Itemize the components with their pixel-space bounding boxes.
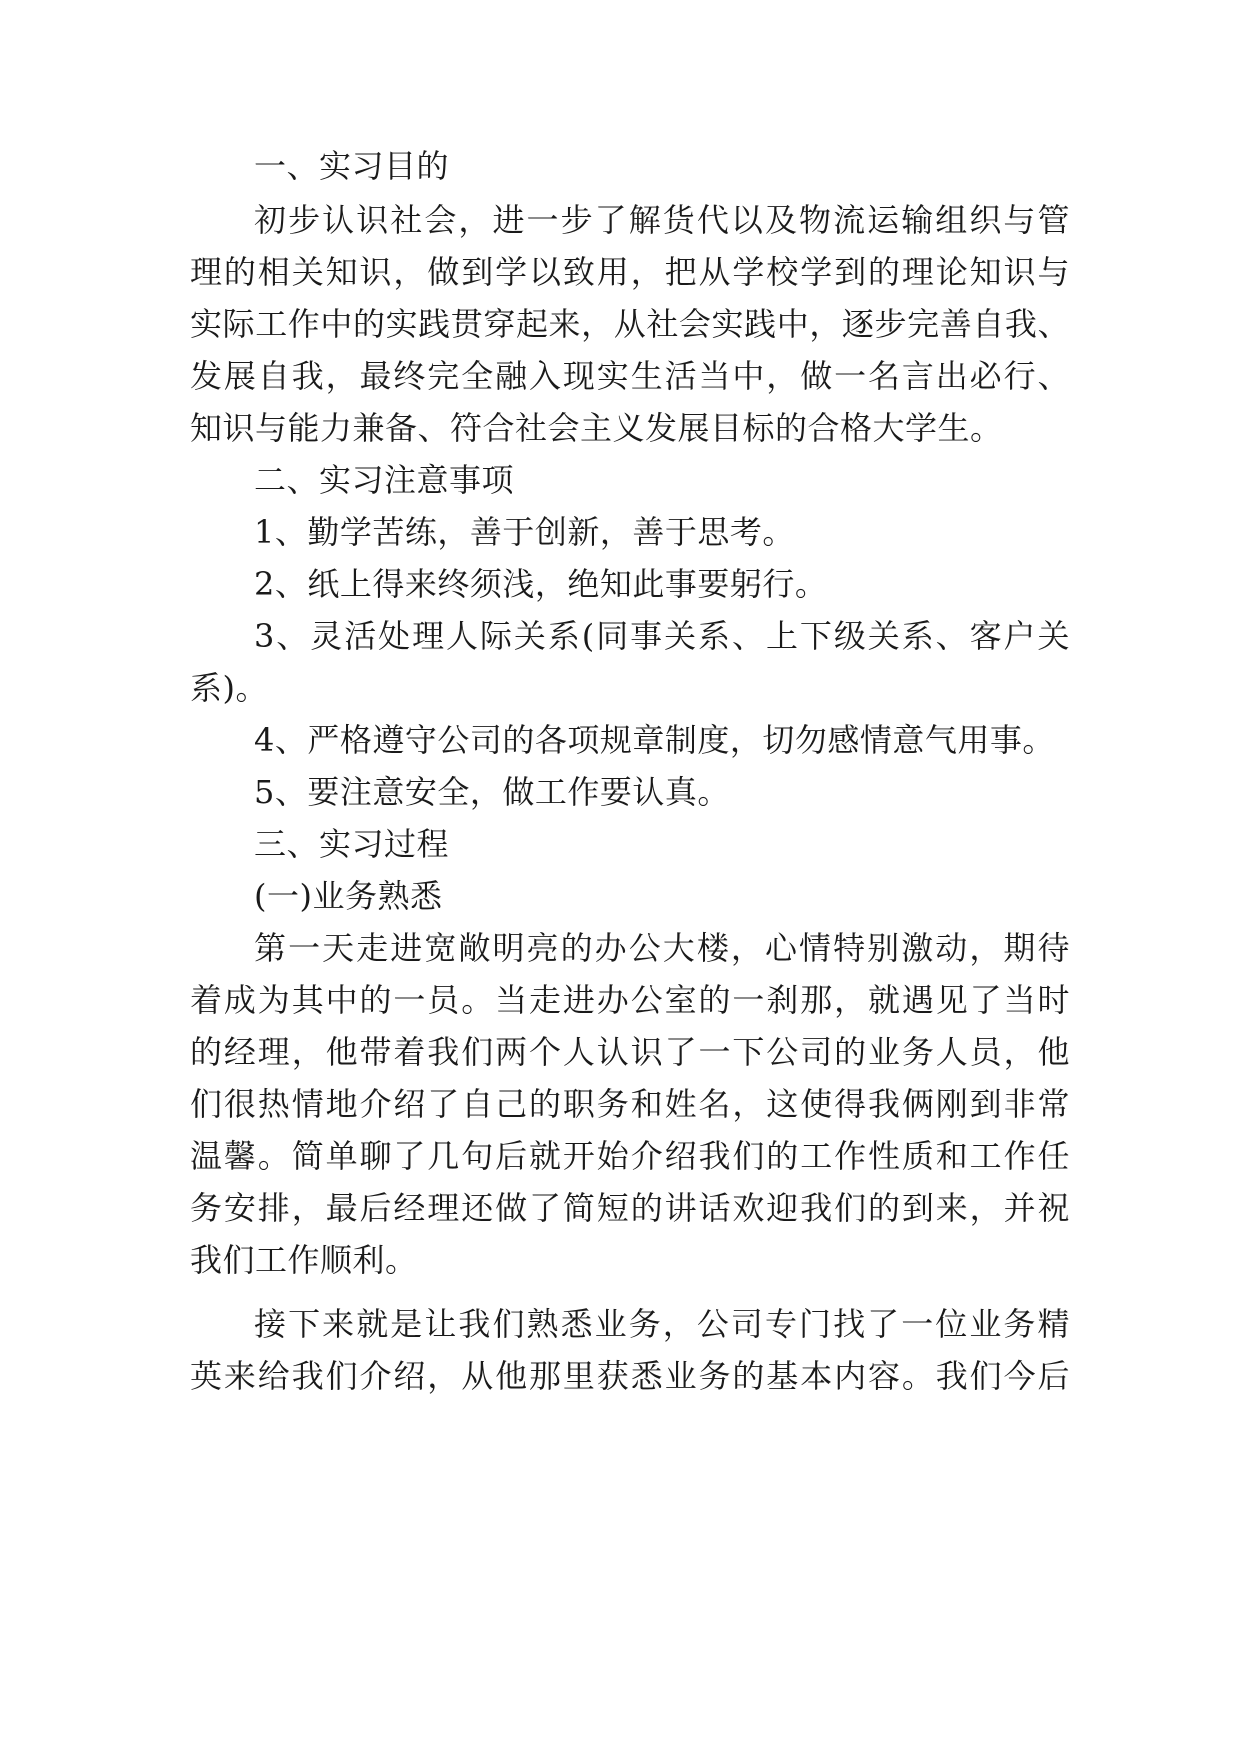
paragraph-line: 第一天走进宽敞明亮的办公大楼，心情特别激动，期待 (254, 929, 1070, 967)
paragraph-line: 发展自我，最终完全融入现实生活当中，做一名言出必行、 (190, 357, 1070, 395)
paragraph-line: 知识与能力兼备、符合社会主义发展目标的合格大学生。 (190, 409, 1003, 447)
paragraph-line: 温馨。简单聊了几句后就开始介绍我们的工作性质和工作任 (190, 1137, 1070, 1175)
list-item: 2、纸上得来终须浅，绝知此事要躬行。 (254, 565, 828, 603)
list-item: 1、勤学苦练，善于创新，善于思考。 (254, 513, 795, 551)
list-item: 5、要注意安全，做工作要认真。 (254, 773, 730, 811)
list-item-continuation: 系)。 (190, 669, 268, 707)
paragraph-line: 的经理，他带着我们两个人认识了一下公司的业务人员，他 (190, 1033, 1070, 1071)
paragraph-line: 我们工作顺利。 (190, 1241, 418, 1279)
list-item: 4、严格遵守公司的各项规章制度，切勿感情意气用事。 (254, 721, 1055, 759)
paragraph-line: 初步认识社会，进一步了解货代以及物流运输组织与管 (254, 201, 1070, 239)
section-heading-process: 三、实习过程 (254, 825, 450, 863)
paragraph-line: 们很热情地介绍了自己的职务和姓名，这使得我俩刚到非常 (190, 1085, 1070, 1123)
paragraph-line: 接下来就是让我们熟悉业务，公司专门找了一位业务精 (254, 1305, 1070, 1343)
subsection-heading: (一)业务熟悉 (254, 877, 443, 915)
paragraph-line: 着成为其中的一员。当走进办公室的一刹那，就遇见了当时 (190, 981, 1070, 1019)
paragraph-line: 英来给我们介绍，从他那里获悉业务的基本内容。我们今后 (190, 1357, 1070, 1395)
section-heading-notes: 二、实习注意事项 (254, 461, 515, 499)
section-heading-purpose: 一、实习目的 (254, 147, 450, 185)
paragraph-line: 务安排，最后经理还做了简短的讲话欢迎我们的到来，并祝 (190, 1189, 1070, 1227)
list-item: 3、灵活处理人际关系(同事关系、上下级关系、客户关 (254, 617, 1070, 655)
paragraph-line: 实际工作中的实践贯穿起来，从社会实践中，逐步完善自我、 (190, 305, 1070, 343)
paragraph-line: 理的相关知识，做到学以致用，把从学校学到的理论知识与 (190, 253, 1070, 291)
